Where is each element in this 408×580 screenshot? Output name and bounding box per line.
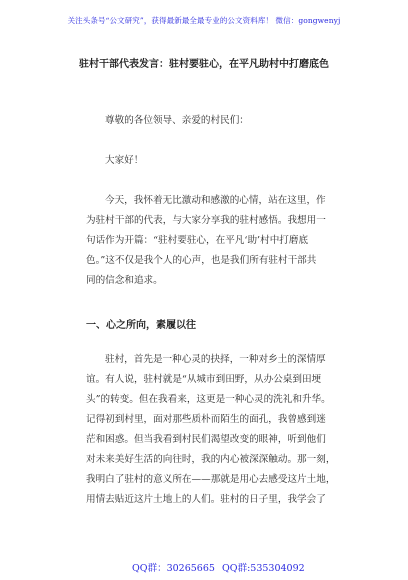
intro-line: 今天，我怀着无比激动和感激的心情，站在这里，作	[105, 195, 326, 206]
body-line: 记得初到村里，面对那些质朴而陌生的面孔，我曾感到迷	[86, 414, 326, 425]
salutation-paragraph	[86, 111, 326, 131]
body-line: 头”的转变。但在我看来，这更是一种心灵的洗礼和升华。	[86, 394, 331, 405]
intro-line: 为驻村干部的代表，与大家分享我的驻村感悟。我想用一	[86, 215, 326, 226]
body-line: 驻村，首先是一种心灵的抉择，一种对乡土的深情厚	[105, 354, 326, 365]
body-line: 用情去贴近这片土地上的人们。驻村的日子里，我学会了	[86, 494, 326, 505]
intro-line: 句话作为开篇：“驻村要驻心，在平凡‘助’村中打磨底	[86, 235, 309, 246]
body-line: 谊。有人说，驻村就是“从城市到田野，从办公桌到田埂	[86, 374, 322, 385]
body-line: 对未来美好生活的向往时，我的内心被深深触动。那一刻，	[86, 454, 336, 465]
greeting-text: 大家好！	[105, 155, 144, 166]
document-title: 驻村干部代表发言：驻村要驻心，在平凡助村中打磨底色	[79, 59, 329, 70]
intro-paragraph	[86, 191, 326, 291]
greeting-paragraph	[86, 151, 326, 171]
intro-line: 色。”这不仅是我个人的心声，也是我们所有驻村干部共	[86, 255, 317, 266]
footer-qq-group-2: QQ群:535304092	[222, 563, 305, 574]
intro-line: 同的信念和追求。	[86, 275, 163, 286]
header-banner: 关注头条号“公文研究”，获得最新最全最专业的公文资料库！ 微信：gongwenyj	[67, 16, 341, 25]
body-line: 我明白了驻村的意义所在——那就是用心去感受这片土地，	[86, 474, 336, 485]
body-line: 茫和困惑。但当我看到村民们渴望改变的眼神，听到他们	[86, 434, 326, 445]
footer-qq-group-1: QQ群：30265665	[132, 563, 215, 574]
salutation-text: 尊敬的各位领导、亲爱的村民们：	[105, 115, 249, 126]
body-paragraph	[86, 350, 336, 510]
section-heading: 一、心之所向，素履以往	[86, 320, 196, 331]
